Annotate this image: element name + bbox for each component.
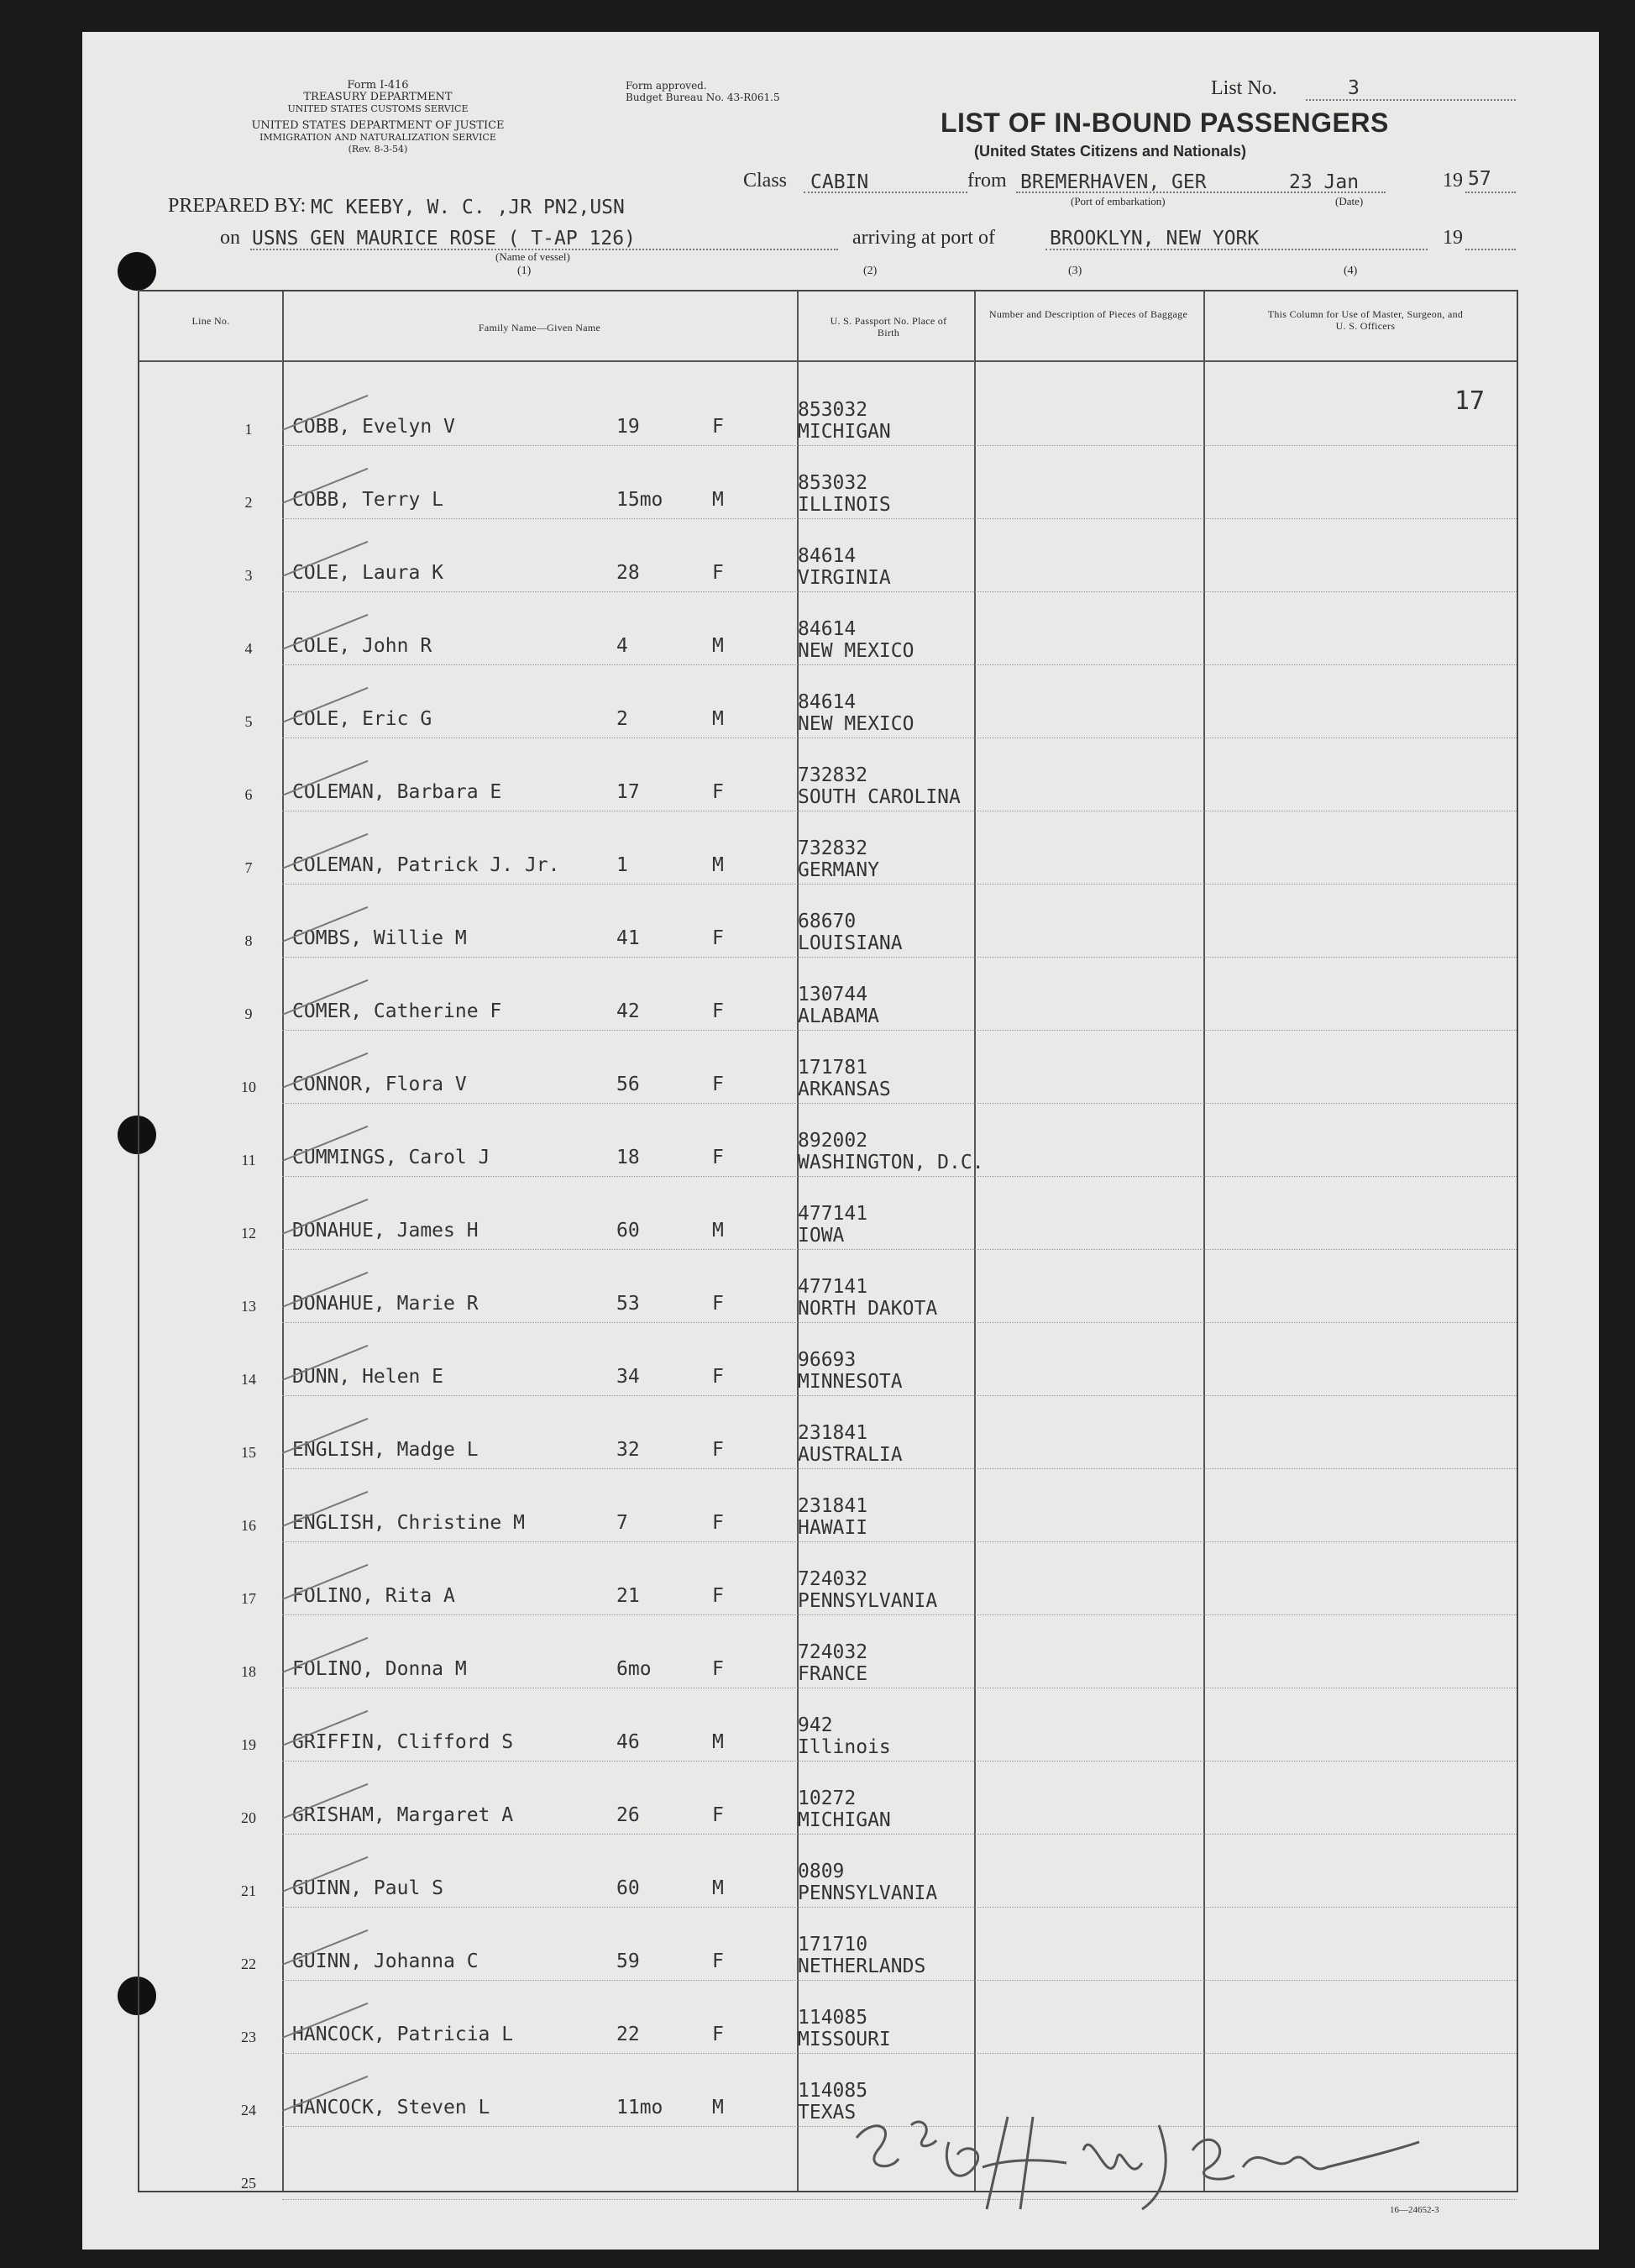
passenger-name: COLEMAN, Barbara E bbox=[292, 781, 502, 803]
line-number: 22 bbox=[241, 1956, 256, 1972]
class-value: CABIN bbox=[810, 171, 869, 193]
passenger-age: 17 bbox=[616, 781, 640, 803]
line-number: 9 bbox=[244, 1005, 253, 1022]
passport-number: 130744 bbox=[798, 984, 868, 1005]
passenger-sex: M bbox=[712, 1731, 724, 1753]
passenger-name: DONAHUE, Marie R bbox=[292, 1293, 479, 1315]
passenger-sex: F bbox=[712, 1074, 724, 1095]
passenger-sex: F bbox=[712, 1585, 724, 1607]
line-number: 24 bbox=[241, 2102, 256, 2118]
place-of-birth: NORTH DAKOTA bbox=[798, 1298, 938, 1320]
passenger-sex: F bbox=[712, 416, 724, 438]
passenger-age: 56 bbox=[616, 1074, 640, 1095]
passport-number: 114085 bbox=[798, 2080, 868, 2102]
passport-number: 114085 bbox=[798, 2007, 868, 2029]
passenger-age: 7 bbox=[616, 1512, 628, 1534]
passport-number: 477141 bbox=[798, 1203, 868, 1225]
header-officers: This Column for Use of Master, Surgeon, and U. S. Officers bbox=[1267, 308, 1464, 332]
page-title: LIST OF IN-BOUND PASSENGERS bbox=[941, 108, 1389, 138]
place-of-birth: MINNESOTA bbox=[798, 1371, 903, 1393]
line-number: 25 bbox=[241, 2175, 256, 2192]
row-rule bbox=[282, 957, 1517, 958]
row-rule bbox=[282, 1176, 1517, 1177]
prepared-by-label: PREPARED BY: bbox=[168, 195, 307, 217]
class-label: Class bbox=[743, 170, 788, 192]
passenger-name: DONAHUE, James H bbox=[292, 1220, 479, 1242]
col-num-4: (4) bbox=[1344, 265, 1358, 277]
prepared-by-value: MC KEEBY, W. C. ,JR PN2,USN bbox=[311, 197, 625, 218]
year-value: 57 bbox=[1468, 168, 1491, 190]
row-rule bbox=[282, 1541, 1517, 1542]
place-of-birth: NEW MEXICO bbox=[798, 713, 914, 735]
passport-number: 477141 bbox=[798, 1276, 868, 1298]
passenger-sex: F bbox=[712, 2024, 724, 2045]
passport-number: 171710 bbox=[798, 1934, 868, 1956]
vessel-value: USNS GEN MAURICE ROSE ( T-AP 126) bbox=[252, 228, 636, 249]
passport-number: 231841 bbox=[798, 1495, 868, 1517]
customs-service: UNITED STATES CUSTOMS SERVICE bbox=[287, 103, 469, 114]
place-of-birth: WASHINGTON, D.C. bbox=[798, 1152, 984, 1173]
passenger-name: CONNOR, Flora V bbox=[292, 1074, 467, 1095]
place-of-birth: MISSOURI bbox=[798, 2029, 891, 2050]
passport-number: 231841 bbox=[798, 1422, 868, 1444]
line-number: 3 bbox=[244, 567, 253, 584]
arriving-year-underline bbox=[1465, 249, 1516, 250]
passport-number: 84614 bbox=[798, 545, 857, 567]
passenger-sex: M bbox=[712, 1220, 724, 1242]
line-number: 15 bbox=[241, 1444, 256, 1461]
line-number: 13 bbox=[241, 1298, 256, 1315]
col-num-2: (2) bbox=[863, 265, 878, 277]
line-number: 16 bbox=[241, 1517, 256, 1534]
passenger-name: DUNN, Helen E bbox=[292, 1366, 444, 1388]
place-of-birth: PENNSYLVANIA bbox=[798, 1590, 938, 1612]
arriving-label: arriving at port of bbox=[852, 227, 995, 249]
passenger-age: 26 bbox=[616, 1804, 640, 1826]
place-of-birth: VIRGINIA bbox=[798, 567, 891, 589]
row-rule bbox=[282, 2053, 1517, 2054]
passenger-age: 15mo bbox=[616, 489, 663, 511]
passenger-name: COLE, John R bbox=[292, 635, 432, 657]
passenger-age: 11mo bbox=[616, 2097, 663, 2118]
arriving-value: BROOKLYN, NEW YORK bbox=[1050, 228, 1260, 249]
table-row bbox=[139, 523, 1517, 596]
place-of-birth: SOUTH CAROLINA bbox=[798, 786, 961, 808]
table-row bbox=[139, 1839, 1517, 1912]
place-of-birth: NETHERLANDS bbox=[798, 1956, 926, 1977]
place-of-birth: MICHIGAN bbox=[798, 1809, 891, 1831]
table-row bbox=[139, 669, 1517, 743]
passenger-name: COBB, Evelyn V bbox=[292, 416, 455, 438]
passport-number: 853032 bbox=[798, 472, 868, 494]
revision-date: (Rev. 8-3-54) bbox=[348, 144, 408, 155]
passenger-age: 21 bbox=[616, 1585, 640, 1607]
table-row bbox=[139, 450, 1517, 523]
footer-code: 16—24652-3 bbox=[1390, 2205, 1439, 2215]
arriving-year-prefix: 19 bbox=[1443, 227, 1463, 249]
passenger-name: GUINN, Paul S bbox=[292, 1877, 444, 1899]
table-row bbox=[139, 1327, 1517, 1400]
passport-number: 732832 bbox=[798, 764, 868, 786]
passport-number: 84614 bbox=[798, 618, 857, 640]
date-value: 23 Jan bbox=[1289, 171, 1360, 193]
form-number: Form I-416 bbox=[347, 79, 409, 92]
passport-number: 171781 bbox=[798, 1057, 868, 1079]
passenger-name: HANCOCK, Steven L bbox=[292, 2097, 490, 2118]
from-label: from bbox=[967, 170, 1007, 192]
passenger-age: 41 bbox=[616, 927, 640, 949]
passport-number: 84614 bbox=[798, 691, 857, 713]
passenger-sex: F bbox=[712, 1658, 724, 1680]
table-row bbox=[139, 1985, 1517, 2058]
row-rule bbox=[282, 1614, 1517, 1615]
place-of-birth: TEXAS bbox=[798, 2102, 857, 2124]
passport-number: 0809 bbox=[798, 1861, 845, 1882]
passenger-name: ENGLISH, Madge L bbox=[292, 1439, 479, 1461]
table-row bbox=[139, 743, 1517, 816]
year-prefix: 19 bbox=[1443, 170, 1463, 192]
passport-number: 724032 bbox=[798, 1568, 868, 1590]
passenger-age: 4 bbox=[616, 635, 628, 657]
passenger-name: GRISHAM, Margaret A bbox=[292, 1804, 514, 1826]
passenger-sex: F bbox=[712, 781, 724, 803]
page-subtitle: (United States Citizens and Nationals) bbox=[974, 143, 1247, 160]
table-row bbox=[139, 1400, 1517, 1473]
passenger-name: COLE, Eric G bbox=[292, 708, 432, 730]
passenger-sex: F bbox=[712, 1512, 724, 1534]
table-row bbox=[139, 1254, 1517, 1327]
passenger-name: COMBS, Willie M bbox=[292, 927, 467, 949]
passenger-sex: F bbox=[712, 1147, 724, 1168]
line-number: 1 bbox=[244, 421, 253, 438]
passenger-age: 6mo bbox=[616, 1658, 652, 1680]
passenger-sex: M bbox=[712, 635, 724, 657]
place-of-birth: ALABAMA bbox=[798, 1005, 879, 1027]
line-number: 12 bbox=[241, 1225, 256, 1242]
passenger-sex: F bbox=[712, 1950, 724, 1972]
passenger-sex: F bbox=[712, 1293, 724, 1315]
binder-hole-top bbox=[118, 252, 156, 291]
on-label: on bbox=[220, 227, 240, 249]
place-of-birth: MICHIGAN bbox=[798, 421, 891, 443]
passenger-age: 1 bbox=[616, 854, 628, 876]
line-number: 19 bbox=[241, 1736, 256, 1753]
header-baggage: Number and Description of Pieces of Baggage bbox=[988, 308, 1188, 320]
row-rule bbox=[282, 1249, 1517, 1250]
date-label: (Date) bbox=[1335, 195, 1364, 207]
table-row bbox=[139, 377, 1517, 450]
line-number: 6 bbox=[244, 786, 253, 803]
table-row bbox=[139, 1108, 1517, 1181]
place-of-birth: LOUISIANA bbox=[798, 932, 903, 954]
place-of-birth: ARKANSAS bbox=[798, 1079, 891, 1100]
table-row bbox=[139, 596, 1517, 669]
line-number: 5 bbox=[244, 713, 253, 730]
line-number: 14 bbox=[241, 1371, 256, 1388]
table-row bbox=[139, 1546, 1517, 1620]
row-rule bbox=[282, 1030, 1517, 1031]
passenger-age: 59 bbox=[616, 1950, 640, 1972]
line-number: 11 bbox=[241, 1152, 256, 1168]
passenger-name: COBB, Terry L bbox=[292, 489, 444, 511]
passenger-age: 42 bbox=[616, 1000, 640, 1022]
passenger-sex: F bbox=[712, 927, 724, 949]
row-rule bbox=[282, 591, 1517, 592]
line-number: 18 bbox=[241, 1663, 256, 1680]
line-number: 2 bbox=[244, 494, 253, 511]
passenger-sex: M bbox=[712, 854, 724, 876]
place-of-birth: FRANCE bbox=[798, 1663, 868, 1685]
line-number: 8 bbox=[244, 932, 253, 949]
place-of-birth: IOWA bbox=[798, 1225, 845, 1247]
line-number: 23 bbox=[241, 2029, 256, 2045]
agency-block bbox=[210, 80, 546, 155]
place-of-birth: AUSTRALIA bbox=[798, 1444, 903, 1466]
passenger-sex: F bbox=[712, 1000, 724, 1022]
passenger-age: 60 bbox=[616, 1877, 640, 1899]
passport-number: 724032 bbox=[798, 1641, 868, 1663]
table-row bbox=[139, 889, 1517, 962]
officer-signature bbox=[840, 2092, 1428, 2218]
row-rule bbox=[282, 1907, 1517, 1908]
row-rule bbox=[282, 1468, 1517, 1469]
place-of-birth: Illinois bbox=[798, 1736, 891, 1758]
passport-number: 732832 bbox=[798, 837, 868, 859]
form-approved: Form approved. bbox=[626, 80, 707, 92]
row-rule bbox=[282, 1980, 1517, 1981]
place-of-birth: NEW MEXICO bbox=[798, 640, 914, 662]
passenger-age: 18 bbox=[616, 1147, 640, 1168]
col-num-1: (1) bbox=[517, 265, 532, 277]
header-passport: U. S. Passport No. Place of Birth bbox=[830, 315, 947, 339]
passenger-sex: F bbox=[712, 1439, 724, 1461]
row-rule bbox=[282, 664, 1517, 665]
passport-number: 892002 bbox=[798, 1130, 868, 1152]
table-row bbox=[139, 962, 1517, 1035]
passenger-age: 22 bbox=[616, 2024, 640, 2045]
table-row bbox=[139, 1693, 1517, 1766]
passenger-age: 46 bbox=[616, 1731, 640, 1753]
line-number: 7 bbox=[244, 859, 253, 876]
line-number: 21 bbox=[241, 1882, 256, 1899]
list-no-value: 3 bbox=[1348, 77, 1360, 99]
passenger-sex: M bbox=[712, 489, 724, 511]
passenger-sex: F bbox=[712, 1804, 724, 1826]
header-family-name: Family Name—Given Name bbox=[478, 322, 601, 333]
passenger-sex: M bbox=[712, 708, 724, 730]
table-row bbox=[139, 1181, 1517, 1254]
treasury-dept: TREASURY DEPARTMENT bbox=[303, 91, 453, 103]
line-number: 10 bbox=[241, 1079, 256, 1095]
passenger-age: 19 bbox=[616, 416, 640, 438]
passenger-name: CUMMINGS, Carol J bbox=[292, 1147, 490, 1168]
passenger-age: 34 bbox=[616, 1366, 640, 1388]
row-rule bbox=[282, 518, 1517, 519]
side-number: 17 bbox=[1454, 386, 1486, 416]
row-rule bbox=[282, 1322, 1517, 1323]
passenger-age: 2 bbox=[616, 708, 628, 730]
line-number: 4 bbox=[244, 640, 253, 657]
passenger-age: 32 bbox=[616, 1439, 640, 1461]
table-row bbox=[139, 1766, 1517, 1839]
table-row bbox=[139, 1473, 1517, 1546]
passenger-name: HANCOCK, Patricia L bbox=[292, 2024, 514, 2045]
approval-block bbox=[626, 80, 780, 103]
place-of-birth: GERMANY bbox=[798, 859, 879, 881]
passenger-sex: F bbox=[712, 1366, 724, 1388]
passenger-name: COLE, Laura K bbox=[292, 562, 444, 584]
table-row bbox=[139, 816, 1517, 889]
table-row bbox=[139, 1035, 1517, 1108]
header-line-no: Line No. bbox=[191, 315, 230, 327]
passenger-age: 53 bbox=[616, 1293, 640, 1315]
list-no-underline bbox=[1306, 99, 1516, 101]
vessel-label: (Name of vessel) bbox=[495, 250, 570, 263]
port-embarkation-label: (Port of embarkation) bbox=[1071, 195, 1166, 207]
passenger-age: 28 bbox=[616, 562, 640, 584]
ins-service: IMMIGRATION AND NATURALIZATION SERVICE bbox=[259, 132, 496, 143]
passenger-name: FOLINO, Rita A bbox=[292, 1585, 455, 1607]
passenger-name: GUINN, Johanna C bbox=[292, 1950, 479, 1972]
place-of-birth: HAWAII bbox=[798, 1517, 868, 1539]
passport-number: 942 bbox=[798, 1714, 833, 1736]
passport-number: 96693 bbox=[798, 1349, 857, 1371]
header-divider bbox=[139, 360, 1517, 362]
passenger-name: COLEMAN, Patrick J. Jr. bbox=[292, 854, 560, 876]
list-no-label: List No. bbox=[1211, 77, 1277, 99]
passenger-name: ENGLISH, Christine M bbox=[292, 1512, 525, 1534]
row-rule bbox=[282, 884, 1517, 885]
justice-dept: UNITED STATES DEPARTMENT OF JUSTICE bbox=[251, 119, 505, 132]
passenger-table bbox=[138, 290, 1518, 2192]
line-number: 17 bbox=[241, 1590, 256, 1607]
budget-bureau: Budget Bureau No. 43-R061.5 bbox=[626, 92, 780, 103]
passenger-name: COMER, Catherine F bbox=[292, 1000, 502, 1022]
row-rule bbox=[282, 445, 1517, 446]
passport-number: 68670 bbox=[798, 911, 857, 932]
passport-number: 853032 bbox=[798, 399, 868, 421]
place-of-birth: PENNSYLVANIA bbox=[798, 1882, 938, 1904]
table-row bbox=[139, 1620, 1517, 1693]
passenger-sex: M bbox=[712, 1877, 724, 1899]
passenger-name: FOLINO, Donna M bbox=[292, 1658, 467, 1680]
year-underline bbox=[1465, 192, 1516, 193]
passenger-sex: F bbox=[712, 562, 724, 584]
row-rule bbox=[282, 1834, 1517, 1835]
passenger-name: GRIFFIN, Clifford S bbox=[292, 1731, 514, 1753]
from-value: BREMERHAVEN, GER bbox=[1020, 171, 1207, 193]
row-rule bbox=[282, 1395, 1517, 1396]
passport-number: 10272 bbox=[798, 1788, 857, 1809]
passenger-age: 60 bbox=[616, 1220, 640, 1242]
passenger-sex: M bbox=[712, 2097, 724, 2118]
col-num-3: (3) bbox=[1068, 265, 1082, 277]
row-rule bbox=[282, 1103, 1517, 1104]
line-number: 20 bbox=[241, 1809, 256, 1826]
place-of-birth: ILLINOIS bbox=[798, 494, 891, 516]
table-row bbox=[139, 1912, 1517, 1985]
